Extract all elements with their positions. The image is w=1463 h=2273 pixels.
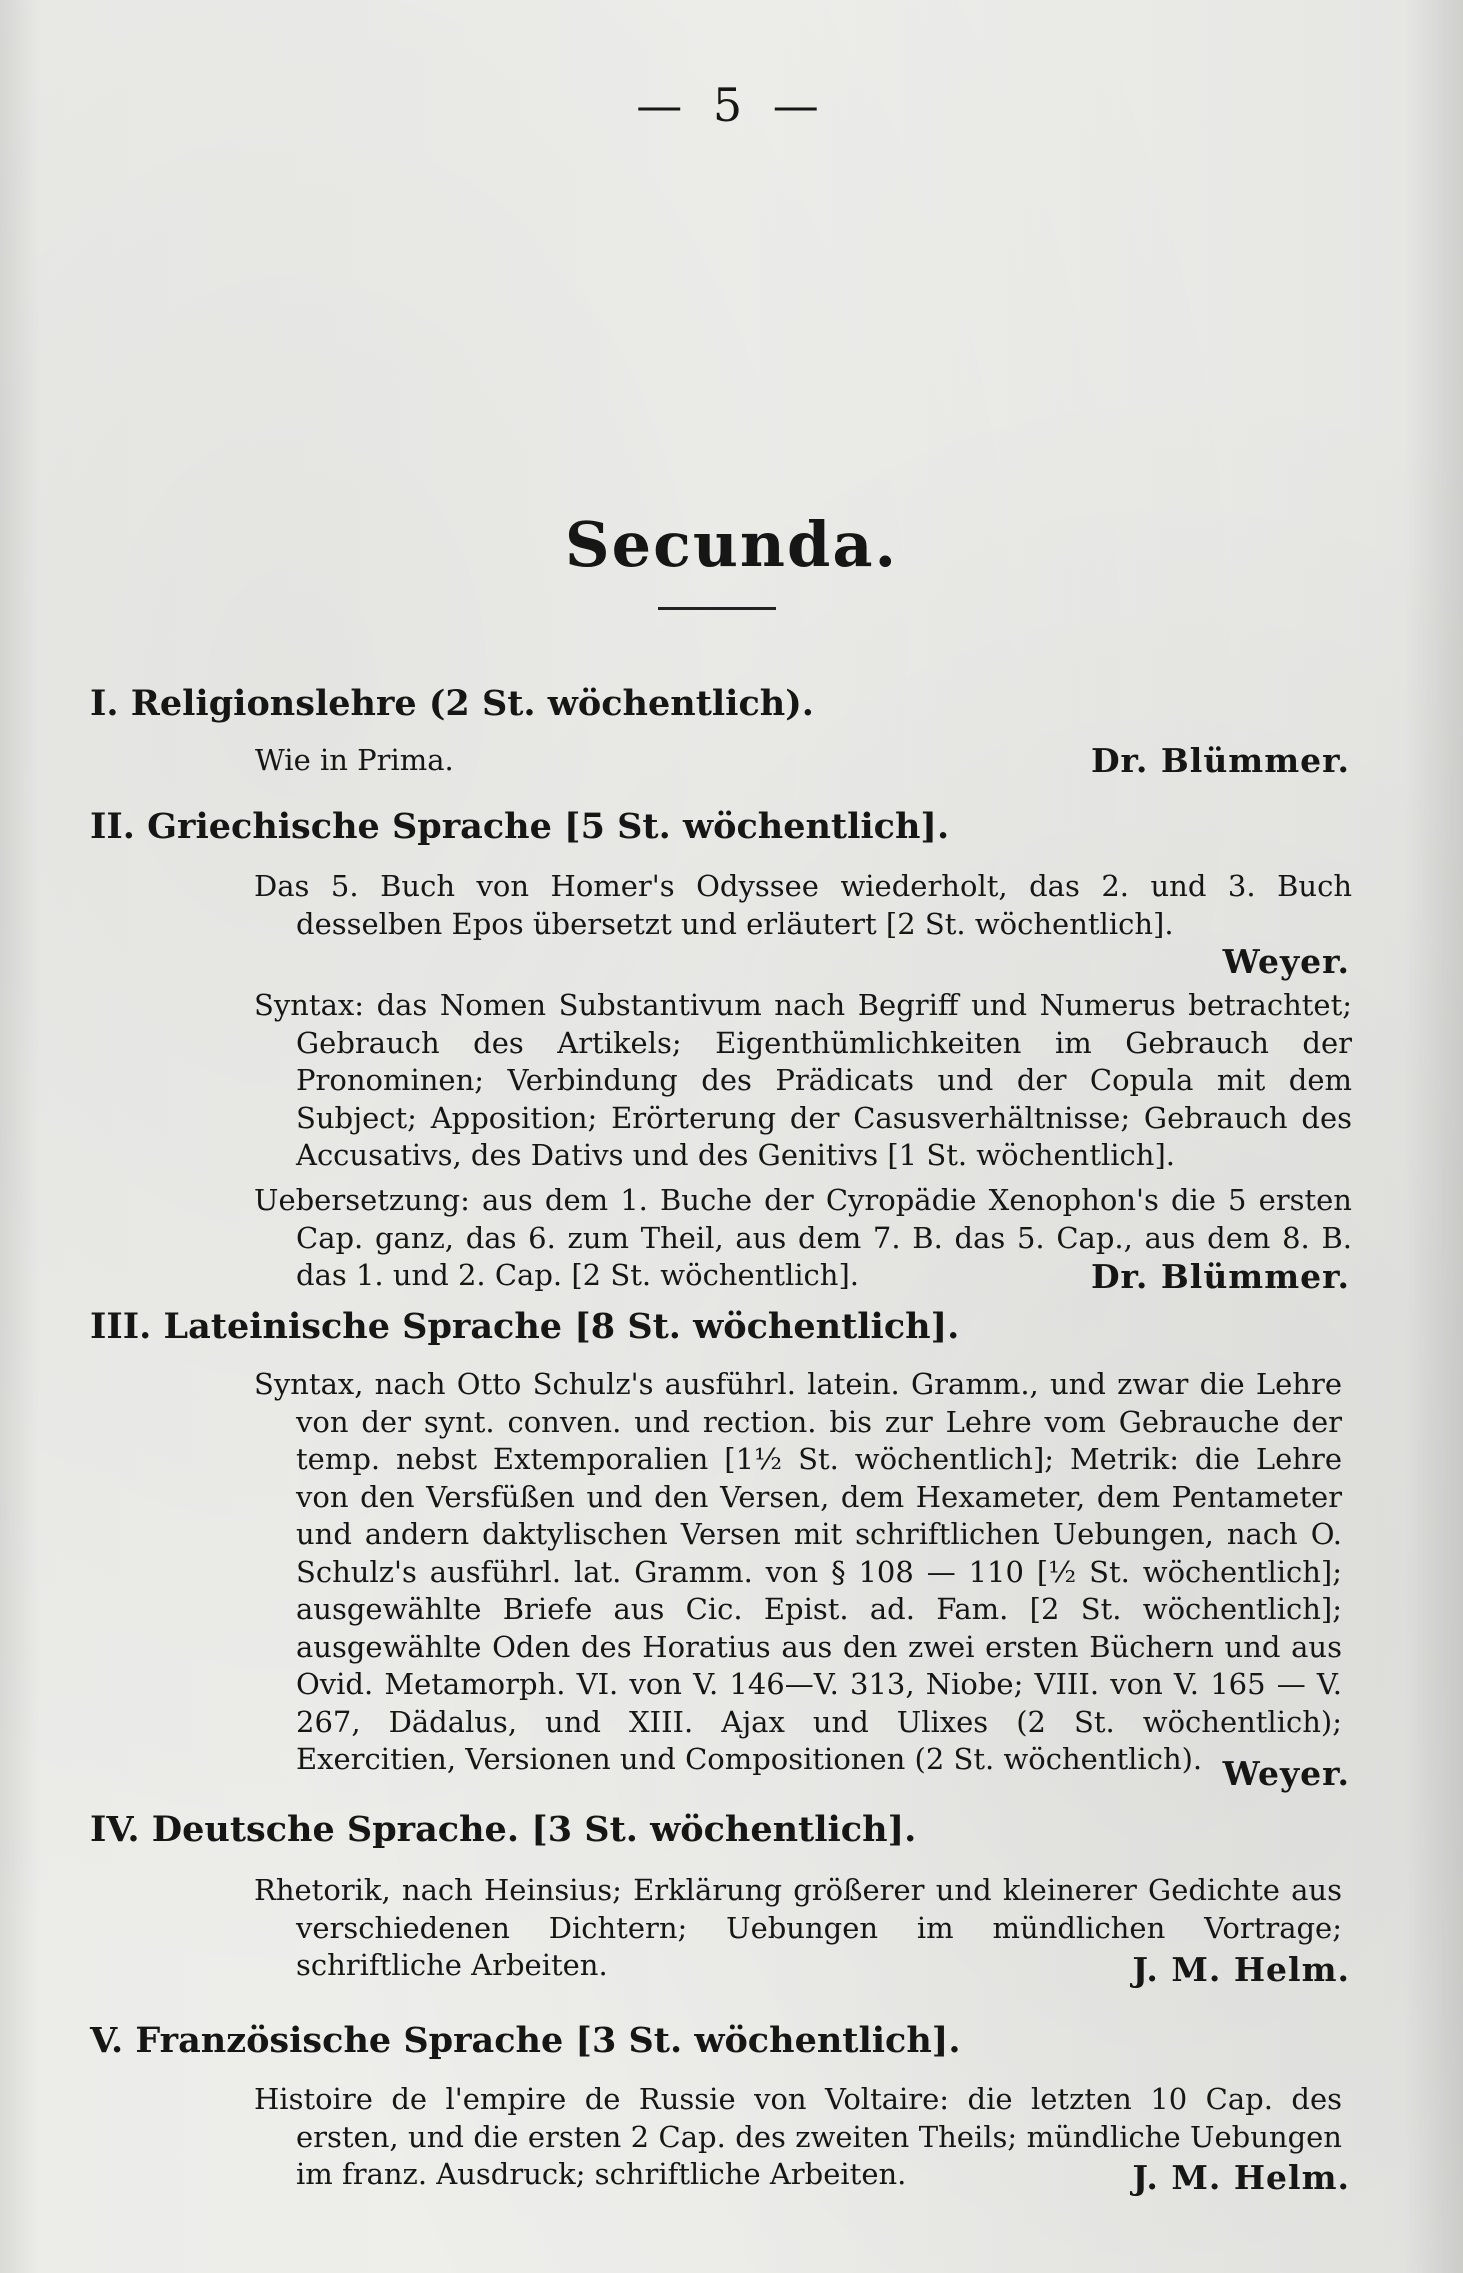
section-title-greek: II. Griechische Sprache [5 St. wöchentlich].: [90, 806, 950, 847]
heading-rule: [658, 607, 776, 610]
greek-teacher-bluemmer: Dr. Blümmer.: [1090, 1257, 1350, 1296]
greek-teacher-weyer: Weyer.: [1222, 942, 1350, 981]
religion-text: Wie in Prima.: [255, 743, 454, 777]
religion-teacher: Dr. Blümmer.: [1090, 741, 1350, 780]
section-title-religion: I. Religionslehre (2 St. wöchentlich).: [90, 683, 814, 724]
french-text: Histoire de l'empire de Russie von Voltaire: die letzten 10 Cap. des ersten, und die ersten 2 Cap. des zweiten Theils; mündliche Uebungen im franz. Ausdruck; schriftliche Arbeiten.: [254, 2082, 1342, 2191]
section-title-french: V. Französische Sprache [3 St. wöchentlich].: [90, 2020, 961, 2061]
latin-text: Syntax, nach Otto Schulz's ausführl. latein. Gramm., und zwar die Lehre von der synt. conven. und rection. bis zur Lehre vom Gebrauche der temp. nebst Extemporalien [1½ St. wöchentlich]; Metrik: die Lehre von den Versfüßen und den Versen, dem Hexameter, dem Pentameter und andern daktylischen Versen mit schriftlichen Uebungen, nach O. Schulz's ausführl. lat. Gramm. von § 108 — 110 [½ St. wöchentlich]; ausgewählte Briefe aus Cic. Epist. ad. Fam. [2 St. wöchentlich]; ausgewählte Oden des Horatius aus den zwei ersten Büchern und aus Ovid. Metamorph. VI. von V. 146—V. 313, Niobe; VIII. von V. 165 — V. 267, Dädalus, und XIII. Ajax und Ulixes (2 St. wöchentlich); Exercitien, Versionen und Compositionen (2 St. wöchentlich).: [254, 1367, 1342, 1776]
greek-homer-text: Das 5. Buch von Homer's Odyssee wiederholt, das 2. und 3. Buch desselben Epos übersetzt und erläutert [2 St. wöchentlich].: [254, 869, 1352, 941]
greek-syntax-text: Syntax: das Nomen Substantivum nach Begriff und Numerus betrachtet; Gebrauch des Artikels; Eigenthümlichkeiten im Gebrauch der Pronominen; Verbindung des Prädicats und der Copula mit dem Subject; Apposition; Erörterung der Casusverhältnisse; Gebrauch des Accusativs, des Dativs und des Genitivs [1 St. wöchentlich].: [254, 988, 1352, 1172]
latin-teacher: Weyer.: [1222, 1754, 1350, 1793]
section-title-latin: III. Lateinische Sprache [8 St. wöchentlich].: [90, 1306, 960, 1347]
page-number: — 5 —: [636, 78, 827, 132]
german-teacher: J. M. Helm.: [1132, 1950, 1350, 1989]
greek-translation-text: Uebersetzung: aus dem 1. Buche der Cyropädie Xenophon's die 5 ersten Cap. ganz, das 6. zum Theil, aus dem 7. B. das 5. Cap., aus dem 8. B. das 1. und 2. Cap. [2 St. wöchentlich].: [254, 1183, 1352, 1292]
section-title-german: IV. Deutsche Sprache. [3 St. wöchentlich].: [90, 1809, 917, 1850]
french-teacher: J. M. Helm.: [1132, 2158, 1350, 2197]
german-text: Rhetorik, nach Heinsius; Erklärung größerer und kleinerer Gedichte aus verschiedenen Dichtern; Uebungen im mündlichen Vortrage; schriftliche Arbeiten.: [254, 1873, 1342, 1982]
page-heading: Secunda.: [564, 508, 899, 581]
